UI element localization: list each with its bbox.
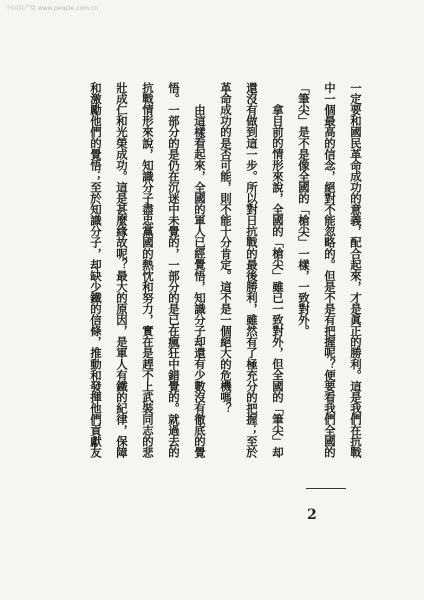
- text-column-1: 一定要和國民革命成功的意義，配合起來，才是眞正的勝利。這是我們在抗戰: [349, 82, 363, 458]
- footer-rule: [306, 488, 346, 489]
- vertical-text-block: [84, 82, 363, 458]
- watermark: 中国共产党 www.people.com.cn: [6, 5, 99, 12]
- text-column-8: 悟。一部分的是仍在沉迷中未覺的，一部分的是已在瘋狂中錯覺的。就過去的: [167, 82, 181, 458]
- text-column-4: 拿目前的情形來說，全國的「槍尖」雖已一致對外，但全國的「筆尖」却: [271, 104, 285, 458]
- text-column-9: 抗戰情形來說，知識分子盡忠黨國的熱忱和努力，實在是趕不上武裝同志的悲: [141, 82, 155, 458]
- text-column-11: 和激勵他們的覺悟；至於知識分子，却缺少鐵的信條，推動和發揮他們貢獻友: [89, 82, 103, 458]
- text-column-2: 中一個最高的信念，絕對不能忽略的。但是不是有把握呢？便要看我們全國的: [323, 82, 337, 458]
- text-column-5: 還沒有做到這一步。所以對日抗戰的最後勝利，雖然有了極充分的把握；至於: [245, 82, 259, 458]
- text-column-7: 由這樣看起來，全國的軍人已經覺悟，知識分子却還有少數沒有徹底的覺: [193, 104, 207, 458]
- text-column-3: 「筆尖」是不是像全國的「槍尖」一樣，一致對外。: [297, 82, 311, 337]
- text-column-10: 壯成仁和光榮成功。這是甚麼緣故呢？最大的原因，是軍人有鐵的紀律，保障: [115, 82, 129, 458]
- text-column-6: 革命成功的是否可能，則不能十分肯定。這不是一個絕大的危機嗎？: [219, 82, 233, 414]
- page-number: 2: [307, 507, 317, 523]
